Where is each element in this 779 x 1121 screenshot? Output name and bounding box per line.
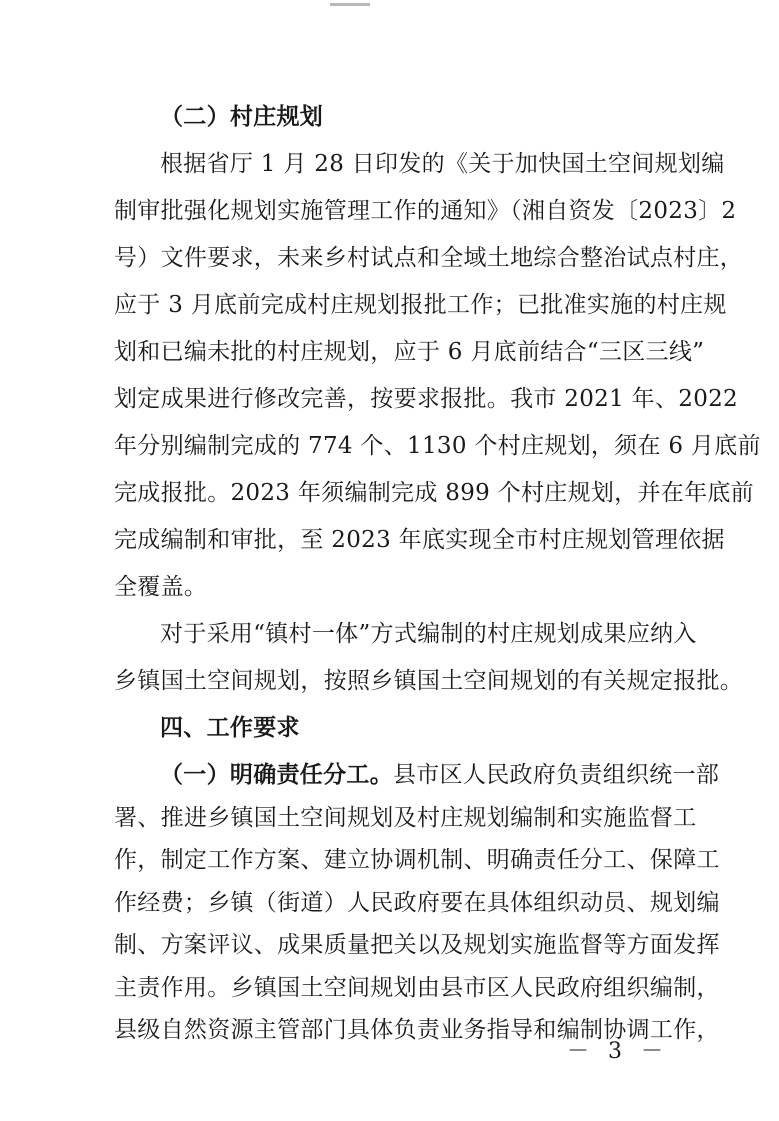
paragraph-line: 完成编制和审批，至 2023 年底实现全市村庄规划管理依据: [114, 527, 725, 553]
paragraph-line: 根据省厅 1 月 28 日印发的《关于加快国土空间规划编: [160, 151, 725, 177]
paragraph-line: 制、方案评议、成果质量把关以及规划实施监督等方面发挥: [114, 932, 720, 958]
paragraph-line: 应于 3 月底前完成村庄规划报批工作；已批准实施的村庄规: [114, 292, 727, 318]
paragraph-line: 完成报批。2023 年须编制完成 899 个村庄规划，并在年底前: [114, 480, 754, 506]
paragraph-line: 作，制定工作方案、建立协调机制、明确责任分工、保障工: [114, 847, 720, 873]
paragraph-line: 对于采用“镇村一体”方式编制的村庄规划成果应纳入: [160, 621, 697, 647]
section-heading-work-requirements: 四、工作要求: [160, 715, 300, 741]
paragraph-line: 号）文件要求，未来乡村试点和全域土地综合整治试点村庄，: [114, 245, 744, 271]
paragraph-line: 县级自然资源主管部门具体负责业务指导和编制协调工作，: [114, 1017, 720, 1043]
paragraph-line: 划和已编未批的村庄规划，应于 6 月底前结合“三区三线”: [114, 339, 705, 365]
paragraph-line: 制审批强化规划实施管理工作的通知》（湘自资发〔2023〕2: [114, 198, 737, 224]
paragraph-text: 县市区人民政府负责组织统一部: [393, 762, 720, 788]
paragraph-line: 划定成果进行修改完善，按要求报批。我市 2021 年、2022: [114, 386, 738, 412]
section-heading-village-planning: （二）村庄规划: [160, 104, 324, 130]
paragraph-line: 署、推进乡镇国土空间规划及村庄规划编制和实施监督工: [114, 805, 697, 831]
paragraph-line: [160, 759, 719, 791]
paragraph-line: 年分别编制完成的 774 个、1130 个村庄规划，须在 6 月底前: [114, 433, 761, 459]
paragraph-line: 作经费；乡镇（街道）人民政府要在具体组织动员、规划编: [114, 890, 720, 916]
paragraph-line: 乡镇国土空间规划，按照乡镇国土空间规划的有关规定报批。: [114, 668, 744, 694]
paragraph-line: 主责作用。乡镇国土空间规划由县市区人民政府组织编制，: [114, 975, 720, 1001]
paragraph-line: 全覆盖。: [114, 574, 208, 600]
page-number: － 3 －: [567, 1039, 669, 1064]
cropped-header-fragment: [330, 0, 490, 6]
subsection-heading-responsibility: （一）明确责任分工。: [160, 762, 393, 788]
